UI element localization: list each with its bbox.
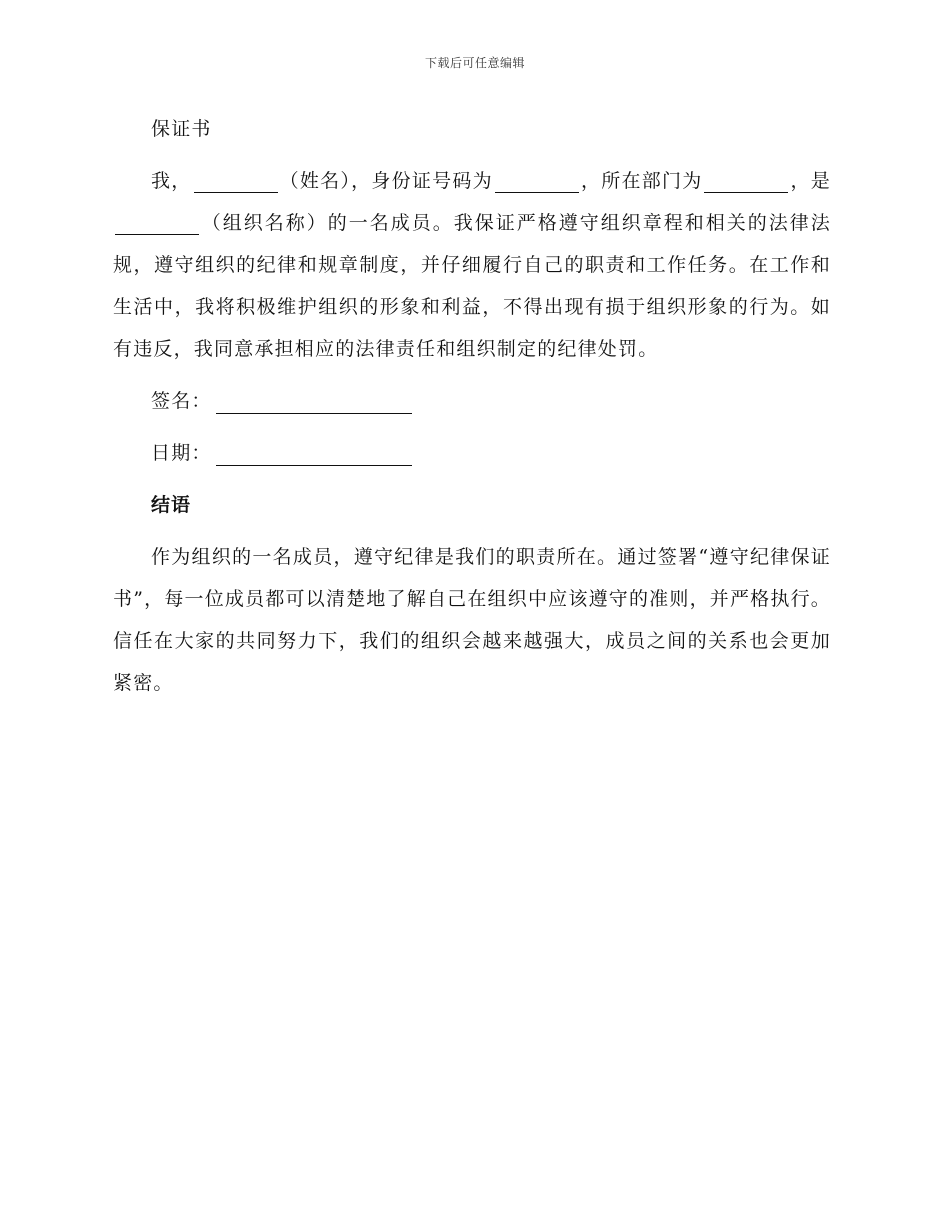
header-note: 下载后可任意编辑	[424, 56, 525, 70]
pledge-paragraph	[113, 160, 831, 370]
date-label: 日期：	[151, 442, 212, 464]
signature-blank	[216, 392, 412, 414]
date-blank	[216, 444, 412, 466]
pledge-text-2: （姓名），身份证号码为	[279, 170, 493, 192]
document-body	[113, 108, 831, 714]
pledge-text-4: ，是	[790, 170, 831, 192]
pledge-text-3: ，所在部门为	[580, 170, 703, 192]
name-blank	[194, 171, 278, 193]
signature-line	[113, 380, 831, 422]
pledge-text-5: （组织名称）的一名成员。我保证严格遵守组织章程和相关的法律法规，遵守组织的纪律和规章制度，并仔细履行自己的职责和工作任务。在工作和生活中，我将积极维护组织的形象和利益，不得出现有损于组织形象的行为。如有违反，我同意承担相应的法律责任和组织制定的纪律处罚。	[113, 212, 831, 360]
conclusion-paragraph: 作为组织的一名成员，遵守纪律是我们的职责所在。通过签署“遵守纪律保证书”，每一位成员都可以清楚地了解自己在组织中应该遵守的准则，并严格执行。信任在大家的共同努力下，我们的组织会越来越强大，成员之间的关系也会更加紧密。	[113, 546, 831, 694]
conclusion-heading: 结语	[151, 494, 192, 516]
department-blank	[704, 171, 788, 193]
document-title: 保证书	[151, 118, 212, 140]
date-line	[113, 432, 831, 474]
id-number-blank	[495, 171, 579, 193]
pledge-text-1: 我，	[151, 170, 192, 192]
organization-blank	[115, 213, 199, 235]
signature-label: 签名：	[151, 390, 212, 412]
